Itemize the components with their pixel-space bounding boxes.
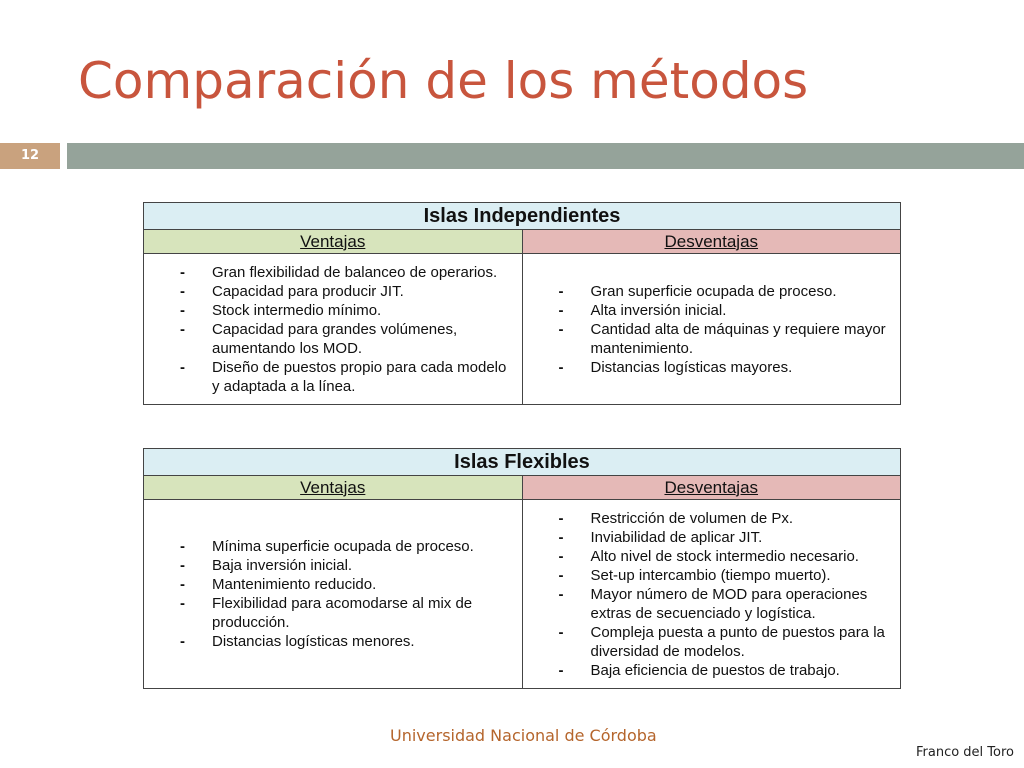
comparison-table-flexibles bbox=[143, 448, 901, 689]
disadvantages-cell bbox=[522, 500, 901, 689]
list-item: - Mínima superficie ocupada de proceso. bbox=[180, 537, 516, 556]
comparison-table-independientes bbox=[143, 202, 901, 405]
disadvantages-cell bbox=[522, 254, 901, 405]
footer-institution: Universidad Nacional de Córdoba bbox=[390, 726, 657, 745]
list-item: - Mayor número de MOD para operaciones extras de secuenciado y logística. bbox=[559, 585, 895, 623]
list-item: - Distancias logísticas mayores. bbox=[559, 358, 895, 377]
disadvantages-list bbox=[523, 509, 901, 680]
list-item: - Cantidad alta de máquinas y requiere mayor mantenimiento. bbox=[559, 320, 895, 358]
list-item: - Gran flexibilidad de balanceo de operarios. bbox=[180, 263, 516, 282]
slide-title: Comparación de los métodos bbox=[78, 52, 809, 110]
list-item: - Gran superficie ocupada de proceso. bbox=[559, 282, 895, 301]
header-band bbox=[67, 143, 1024, 169]
table-title: Islas Independientes bbox=[144, 203, 901, 230]
list-item: - Alto nivel de stock intermedio necesario. bbox=[559, 547, 895, 566]
list-item: - Set-up intercambio (tiempo muerto). bbox=[559, 566, 895, 585]
list-item: - Baja inversión inicial. bbox=[180, 556, 516, 575]
advantages-header: Ventajas bbox=[144, 476, 523, 500]
list-item: - Compleja puesta a punto de puestos para la diversidad de modelos. bbox=[559, 623, 895, 661]
advantages-cell bbox=[144, 500, 523, 689]
list-item: - Diseño de puestos propio para cada modelo y adaptada a la línea. bbox=[180, 358, 516, 396]
list-item: - Alta inversión inicial. bbox=[559, 301, 895, 320]
list-item: - Inviabilidad de aplicar JIT. bbox=[559, 528, 895, 547]
disadvantages-header: Desventajas bbox=[522, 476, 901, 500]
list-item: - Restricción de volumen de Px. bbox=[559, 509, 895, 528]
list-item: - Distancias logísticas menores. bbox=[180, 632, 516, 651]
footer-author: Franco del Toro bbox=[915, 745, 1014, 760]
list-item: - Mantenimiento reducido. bbox=[180, 575, 516, 594]
list-item: - Flexibilidad para acomodarse al mix de producción. bbox=[180, 594, 516, 632]
slide-number: 12 bbox=[0, 143, 60, 169]
table-title: Islas Flexibles bbox=[144, 449, 901, 476]
list-item: - Capacidad para producir JIT. bbox=[180, 282, 516, 301]
advantages-list bbox=[144, 263, 522, 396]
list-item: - Stock intermedio mínimo. bbox=[180, 301, 516, 320]
disadvantages-list bbox=[523, 282, 901, 377]
list-item: - Capacidad para grandes volúmenes, aumentando los MOD. bbox=[180, 320, 516, 358]
advantages-cell bbox=[144, 254, 523, 405]
advantages-header: Ventajas bbox=[144, 230, 523, 254]
disadvantages-header: Desventajas bbox=[522, 230, 901, 254]
list-item: - Baja eficiencia de puestos de trabajo. bbox=[559, 661, 895, 680]
advantages-list bbox=[144, 537, 522, 651]
